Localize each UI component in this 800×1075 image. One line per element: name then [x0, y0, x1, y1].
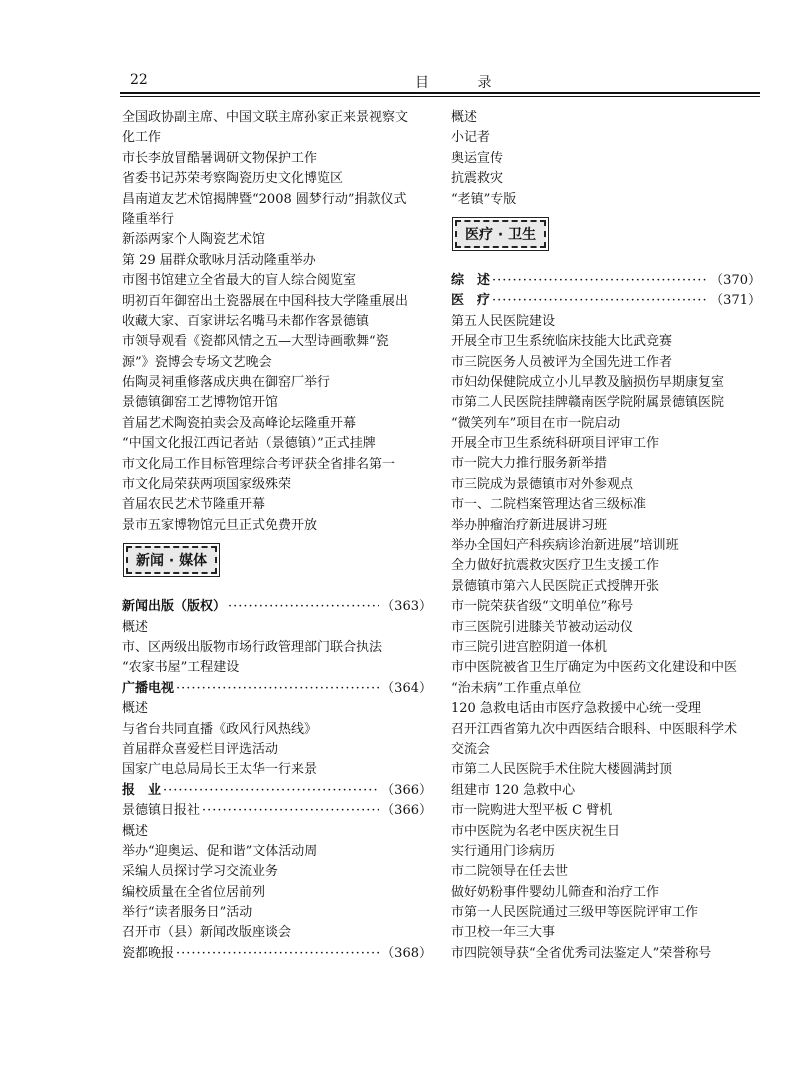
section-banner-medical-health — [451, 210, 761, 271]
list-item[interactable]: “微笑列车”项目在市一院启动 — [451, 415, 621, 431]
list-item[interactable]: 召开江西省第九次中西医结合眼科、中医眼科学术 — [451, 721, 738, 737]
list-item[interactable]: 首届农民艺术节隆重开幕 — [122, 497, 266, 513]
list-item[interactable]: “中国文化报江西记者站（景德镇）”正式挂牌 — [122, 436, 376, 452]
list-item[interactable]: 奥运宣传 — [451, 150, 504, 166]
list-item[interactable]: 第 29 届群众歌咏月活动隆重举办 — [122, 252, 316, 268]
section-banner-news-media — [122, 536, 432, 597]
running-title: 目 录 — [415, 75, 514, 91]
entry-title: 综 述 — [451, 272, 491, 288]
dot-leader — [176, 944, 379, 964]
entry-title: 广播电视 — [122, 680, 175, 696]
list-item[interactable]: 佑陶灵祠重修落成庆典在御窑厂举行 — [122, 375, 331, 391]
list-item[interactable]: 市第一人民医院通过三级甲等医院评审工作 — [451, 905, 699, 921]
list-item[interactable]: 开展全市卫生系统临床技能大比武竞赛 — [451, 334, 673, 350]
list-item[interactable]: 市一、二院档案管理达省三级标准 — [451, 497, 647, 513]
list-item[interactable]: 采编人员探讨学习交流业务 — [122, 864, 279, 880]
list-item[interactable]: “农家书屋”工程建设 — [122, 660, 240, 676]
entry-page: （366） — [381, 803, 432, 819]
entry-title: 新闻出版（版权） — [122, 599, 227, 615]
list-item[interactable]: 概述 — [122, 823, 149, 839]
entry-page: （363） — [381, 599, 432, 615]
dot-leader — [492, 291, 708, 311]
list-item[interactable]: 收藏大家、百家讲坛名嘴马未都作客景德镇 — [122, 313, 370, 329]
page-header — [120, 72, 760, 92]
list-item[interactable]: 举办肿瘤治疗新进展讲习班 — [451, 517, 608, 533]
list-item[interactable]: 化工作 — [122, 130, 162, 146]
list-item[interactable]: “治未病”工作重点单位 — [451, 680, 582, 696]
header-rule-thin — [120, 96, 760, 97]
list-item[interactable]: 第五人民医院建设 — [451, 313, 556, 329]
list-item[interactable]: 全国政协副主席、中国文联主席孙家正来景视察文 — [122, 110, 409, 125]
entry-title: 报 业 — [122, 782, 162, 798]
section-badge: 医疗 · 卫生 — [455, 220, 546, 248]
list-item[interactable]: 市中医院被省卫生厅确定为中医药文化建设和中医 — [451, 660, 738, 676]
list-item[interactable]: 隆重举行 — [122, 211, 175, 227]
list-item[interactable]: 概述 — [122, 701, 149, 717]
list-item[interactable]: 市文化局荣获两项国家级殊荣 — [122, 477, 292, 493]
list-item[interactable]: 市妇幼保健院成立小儿早教及脑损伤早期康复室 — [451, 374, 725, 390]
list-item[interactable]: 源”》瓷博会专场文艺晚会 — [122, 354, 272, 370]
toc-entry-medical[interactable] — [451, 291, 761, 311]
list-item[interactable]: 市、区两级出版物市场行政管理部门联合执法 — [122, 639, 383, 655]
list-item[interactable]: 明初百年御窑出土瓷器展在中国科技大学隆重展出 — [122, 293, 409, 309]
entry-page: （364） — [381, 680, 432, 696]
list-item[interactable]: 市二院领导在任去世 — [451, 864, 569, 880]
list-item[interactable]: 首届群众喜爱栏目评选活动 — [122, 741, 279, 757]
entry-page: （371） — [710, 293, 761, 309]
list-item[interactable]: 120 急救电话由市医疗急救援中心统一受理 — [451, 701, 701, 717]
right-column — [451, 108, 761, 964]
toc-entry-broadcasting[interactable] — [122, 679, 432, 699]
dot-leader — [163, 781, 379, 801]
left-column — [122, 108, 432, 964]
list-item[interactable]: 市三医院引进膝关节被动运动仪 — [451, 619, 634, 635]
list-item[interactable]: 举行“读者服务日”活动 — [122, 905, 253, 921]
list-item[interactable]: 市一院购进大型平板 C 臂机 — [451, 803, 613, 819]
list-item[interactable]: 市三院成为景德镇市对外参观点 — [451, 476, 634, 492]
toc-entry-jingdezhen-daily[interactable] — [122, 801, 432, 821]
list-item[interactable]: 国家广电总局局长王太华一行来景 — [122, 762, 318, 778]
list-item[interactable]: 开展全市卫生系统科研项目评审工作 — [451, 436, 660, 452]
toc-entry-newspapers[interactable] — [122, 781, 432, 801]
list-item[interactable]: 市一院大力推行服务新举措 — [451, 456, 608, 472]
list-item[interactable]: 概述 — [122, 619, 149, 635]
list-item[interactable]: 交流会 — [451, 741, 491, 757]
entry-page: （368） — [381, 945, 432, 961]
list-item[interactable]: 抗震救灾 — [451, 171, 504, 187]
list-item[interactable]: 市领导观看《瓷都风情之五—大型诗画歌舞“瓷 — [122, 334, 389, 350]
culture-list — [122, 108, 432, 536]
list-item[interactable]: 举办全国妇产科疾病诊治新进展”培训班 — [451, 538, 679, 554]
list-item[interactable]: 市文化局工作目标管理综合考评获全省排名第一 — [122, 456, 396, 472]
dot-leader — [176, 679, 379, 699]
dot-leader — [492, 271, 708, 291]
list-item[interactable]: 市三院医务人员被评为全国先进工作者 — [451, 354, 673, 370]
toc-entry-overview[interactable] — [451, 271, 761, 291]
list-item[interactable]: 编校质量在全省位居前列 — [122, 884, 266, 900]
list-item[interactable]: 市长李放冒酷暑调研文物保护工作 — [122, 150, 318, 166]
list-item[interactable]: 市第二人民医院手术住院大楼圆满封顶 — [451, 762, 673, 778]
entry-title: 医 疗 — [451, 293, 491, 309]
list-item[interactable]: 与省台共同直播《政风行风热线》 — [122, 721, 318, 737]
list-item[interactable]: 召开市（县）新闻改版座谈会 — [122, 925, 292, 941]
list-item[interactable]: “老镇”专版 — [451, 191, 517, 207]
list-item[interactable]: 市四院领导获“全省优秀司法鉴定人”荣誉称号 — [451, 945, 712, 961]
list-item[interactable]: 小记者 — [451, 130, 491, 146]
list-item[interactable]: 省委书记苏荣考察陶瓷历史文化博览区 — [122, 171, 344, 187]
list-item[interactable]: 新添两家个人陶瓷艺术馆 — [122, 232, 266, 248]
header-rule-thick — [120, 92, 760, 94]
list-item[interactable]: 景市五家博物馆元旦正式免费开放 — [122, 517, 318, 533]
toc-entry-cidu-evening-news[interactable] — [122, 944, 432, 964]
list-item[interactable]: 市一院荣获省级“文明单位”称号 — [451, 599, 634, 615]
list-item[interactable]: 组建市 120 急救中心 — [451, 782, 576, 798]
list-item[interactable]: 市第二人民医院挂牌赣南医学院附属景德镇医院 — [451, 395, 725, 411]
list-item[interactable]: 市图书馆建立全省最大的盲人综合阅览室 — [122, 273, 357, 289]
list-item[interactable]: 景德镇御窑工艺博物馆开馆 — [122, 395, 279, 411]
dot-leader — [202, 801, 379, 821]
list-item[interactable]: 市三院引进宫腔阴道一体机 — [451, 639, 608, 655]
entry-title: 景德镇日报社 — [122, 803, 201, 819]
toc-entry-news-publishing[interactable] — [122, 597, 432, 617]
entry-title: 瓷都晚报 — [122, 945, 175, 961]
section-badge: 新闻 · 媒体 — [126, 546, 217, 574]
list-item[interactable]: 景德镇市第六人民医院正式授牌开张 — [451, 578, 660, 594]
list-item[interactable]: 市卫校一年三大事 — [451, 925, 556, 941]
list-item[interactable]: 实行通用门诊病历 — [451, 843, 556, 859]
entry-page: （366） — [381, 782, 432, 798]
dot-leader — [228, 597, 379, 617]
list-item[interactable]: 昌南道友艺术馆揭牌暨“2008 圆梦行动”捐款仪式 — [122, 191, 407, 207]
page-number: 22 — [130, 72, 148, 88]
entry-page: （370） — [710, 272, 761, 288]
list-item[interactable]: 举办“迎奥运、促和谐”文体活动周 — [122, 843, 318, 859]
list-item[interactable]: 市中医院为名老中医庆祝生日 — [451, 823, 621, 839]
list-item[interactable]: 首届艺术陶瓷拍卖会及高峰论坛隆重开幕 — [122, 415, 357, 431]
list-item[interactable]: 概述 — [451, 110, 478, 125]
list-item[interactable]: 做好奶粉事件婴幼儿筛查和治疗工作 — [451, 884, 660, 900]
list-item[interactable]: 全力做好抗震救灾医疗卫生支援工作 — [451, 558, 660, 574]
